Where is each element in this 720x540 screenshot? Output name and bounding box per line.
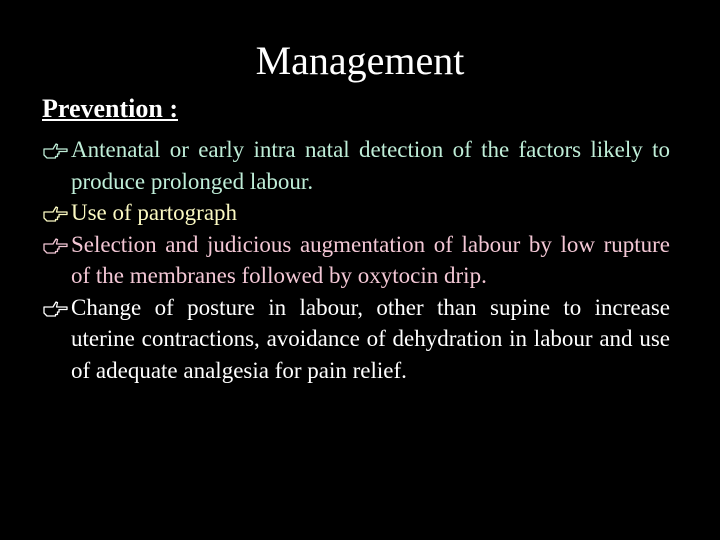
slide-title: Management xyxy=(255,38,465,83)
pointing-hand-icon xyxy=(43,142,68,159)
bullet-item xyxy=(42,229,670,292)
bullet-text: Use of partograph xyxy=(71,200,238,225)
pointing-hand-icon xyxy=(43,300,68,317)
bullet-item xyxy=(42,197,670,229)
bullet-text: Antenatal or early intra natal detection of the factors likely to produce prolonged labour. xyxy=(71,137,670,194)
bullet-item xyxy=(42,292,670,387)
section-heading: Prevention : xyxy=(42,94,178,123)
bullet-text: Change of posture in labour, other than supine to increase uterine contractions, avoidance of dehydration in labour and use of adequate analgesia for pain relief. xyxy=(71,294,670,383)
pointing-hand-icon xyxy=(43,205,68,222)
bullet-list xyxy=(42,134,670,386)
pointing-hand-icon xyxy=(43,237,68,254)
bullet-item xyxy=(42,134,670,197)
bullet-text: Selection and judicious augmentation of labour by low rupture of the membranes followed by oxytocin drip. xyxy=(71,231,670,288)
